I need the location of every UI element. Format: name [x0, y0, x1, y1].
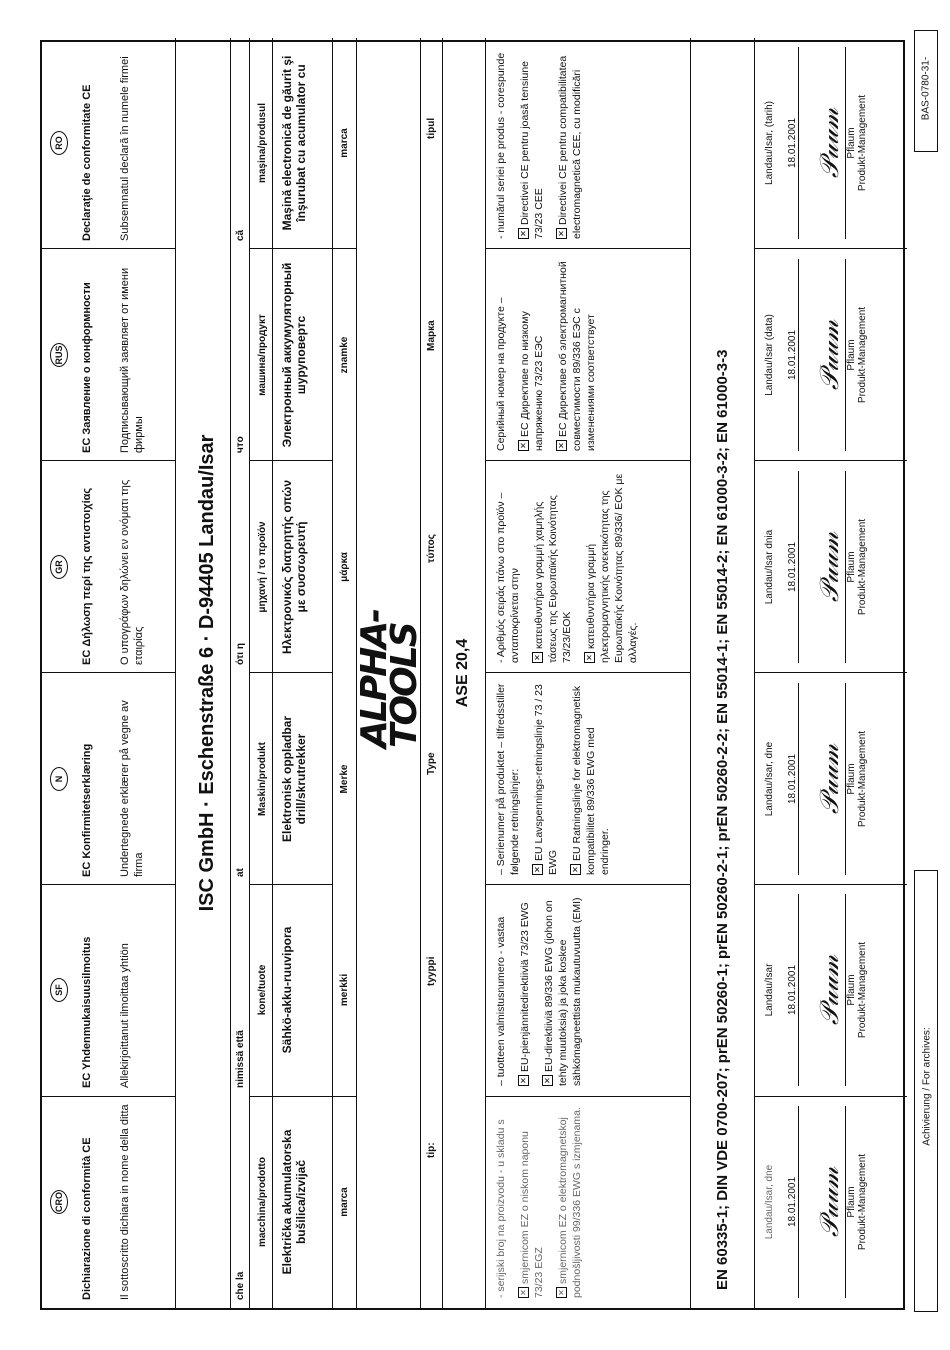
product-name: Električka akumulatorska bušilica/izvijač [280, 1129, 308, 1275]
language-badge: CRO [50, 1190, 68, 1214]
language-badge: SF [50, 978, 68, 1002]
declaration-title: Declaraţie de conformitate CE [81, 84, 93, 241]
language-column [42, 249, 907, 461]
language-column [42, 1096, 907, 1308]
machine-label: kone/tuote [257, 964, 268, 1016]
serial-statement: - Αριθμός σειράς πάνω στο προϊόν – ανταποκρίνεται στην [495, 492, 521, 663]
language-badge: N [50, 767, 68, 791]
signer-name: Pflaum [846, 763, 857, 795]
product-model: ASE 20,4 [454, 638, 471, 708]
signer-department: Produkt-Management [857, 1153, 868, 1251]
date-underline [798, 683, 799, 875]
directive-list [494, 47, 594, 239]
language-badge: GR [50, 555, 68, 579]
declaration-intro: Ο υπογράφων δηλώνει εν ονόματι της εταιρίας [119, 479, 145, 665]
signature-date: 18.01.2001 [787, 753, 798, 805]
declaration-intro: Подписывающий заявляет от имени фирмы [119, 267, 145, 453]
directive-low-voltage: ✕EU Lavspennings-retningslinje 73 / 23 EWG [533, 684, 559, 875]
product-name: Электронный аккумуляторный шуруповертс [280, 262, 308, 448]
signer-name: Pflaum [846, 1186, 857, 1218]
serial-statement: - serijski broj na proizvodu - u skladu s [495, 1119, 507, 1298]
type-label: tipul [426, 117, 437, 139]
place-label: Landau/Isar, dne [764, 741, 775, 817]
place-label: Landau/Isar (data) [764, 314, 775, 396]
machine-label: macchina/prodotto [257, 1157, 268, 1248]
archive-label: Achivierung / For archives: [921, 1027, 933, 1146]
directive-low-voltage: ✕smjernicom EZ o niskom naponu 73/23 EGZ [519, 1131, 545, 1298]
directive-emc: ✕smjernicom EZ o elektromagnetskoj podnošljivosti 99/336 EWG s izmjenama. [557, 1107, 583, 1298]
checkbox-icon: ✕ [518, 228, 529, 239]
brand-label: marca [339, 1187, 350, 1217]
signature-block [764, 461, 868, 673]
product-name: Elektronisk oppladbar drill/skrutrekker [280, 715, 308, 843]
logo-line-2: TOOLS [384, 623, 425, 748]
declaration-intro: Undertegnede erklærer på vegne av firma [119, 700, 145, 877]
declaration-page [40, 40, 905, 1310]
directive-low-voltage: ✕Directivei CE pentru joasă tensiune 73/23 CEE [519, 60, 545, 239]
language-column [42, 884, 907, 1096]
signer-department: Produkt-Management [857, 941, 868, 1039]
checkbox-icon: ✕ [570, 864, 581, 875]
checkbox-icon: ✕ [518, 1287, 529, 1298]
signature-block [764, 884, 868, 1096]
that-label: at [235, 868, 246, 877]
place-label: Landau/Isar, dne [764, 1164, 775, 1240]
directive-emc: ✕κατευθυντήρια γραμμή ηλεκτρομαγνητικής ανεκτικότητας της Ευρωπαϊκής Κοινότητας 89/336/ ΕΟΚ με αλλαγές. [585, 473, 639, 663]
machine-label: μηχανή / το προϊόν [257, 521, 268, 613]
archive-label-box [914, 870, 938, 1312]
directive-low-voltage: ✕ЕС Директиве по низкому напряжению 73/23 ЕЭС [519, 311, 545, 451]
place-label: Landau/Isar [764, 963, 775, 1017]
signer-department: Produkt-Management [857, 730, 868, 828]
checkbox-icon: ✕ [556, 440, 567, 451]
machine-label: машина/продукт [257, 314, 268, 396]
machine-label: Maskin/produkt [257, 742, 268, 816]
standards-list: EN 60335-1; DIN VDE 0700-207; prEN 50260-1; prEN 50260-2-1; prEN 50260-2-2; EN 55014-1; EN 55014-2; EN 61000-3-2; EN 61000-3-3 [714, 349, 731, 1290]
language-badge: RO [50, 131, 68, 155]
directive-list [494, 894, 594, 1086]
signature-icon: 𝒫𝓊𝓊𝓂 [815, 319, 845, 391]
serial-statement: – tuotteen valmistusnumero - vastaa [495, 916, 507, 1086]
signer-name: Pflaum [846, 339, 857, 371]
directive-list [494, 1106, 594, 1298]
machine-label: maşina/produsul [257, 103, 268, 184]
signature-block [764, 249, 868, 461]
signature-block [764, 1096, 868, 1308]
signature-date: 18.01.2001 [787, 1176, 798, 1228]
logo-line-1: ALPHA- [354, 609, 395, 748]
that-label: что [235, 436, 246, 453]
declaration-title: EC Yhdenmukaisuusilmoitus [81, 936, 93, 1088]
signature-date: 18.01.2001 [787, 117, 798, 169]
directive-emc: ✕ЕС Директиве об электромагнитной совместимости 89/336 ЕЭС с изменениями соответствует [557, 261, 597, 451]
date-underline [798, 1106, 799, 1298]
declaration-title: Dichiarazione di conformità CE [81, 1137, 93, 1300]
signer-name: Pflaum [846, 127, 857, 159]
signature-date: 18.01.2001 [787, 541, 798, 593]
date-underline [798, 259, 799, 451]
checkbox-icon: ✕ [556, 1287, 567, 1298]
archive-code-box [914, 30, 938, 152]
signer-name: Pflaum [846, 551, 857, 583]
date-underline [798, 47, 799, 239]
directive-list [494, 259, 608, 451]
declaration-title: EC Δήλωση περί της αντιστοιχίας [81, 487, 93, 665]
place-label: Landau/Isar, (tarih) [764, 101, 775, 185]
signer-department: Produkt-Management [857, 306, 868, 404]
type-label: tip: [426, 1142, 437, 1158]
signer-department: Produkt-Management [857, 518, 868, 616]
declaration-intro: Allekirjoittanut ilmoittaa yhtiön [119, 943, 131, 1088]
signature-icon: 𝒫𝓊𝓊𝓂 [815, 107, 845, 179]
that-label: ότι η [235, 643, 246, 665]
checkbox-icon: ✕ [518, 440, 529, 451]
signature-date: 18.01.2001 [787, 964, 798, 1016]
directive-list [494, 683, 622, 875]
brand-label: merkki [339, 973, 350, 1007]
signature-icon: 𝒫𝓊𝓊𝓂 [815, 954, 845, 1026]
signature-icon: 𝒫𝓊𝓊𝓂 [815, 1166, 845, 1238]
checkbox-icon: ✕ [556, 228, 567, 239]
checkbox-icon: ✕ [584, 652, 595, 663]
brand-label: znamke [339, 336, 350, 374]
date-underline [798, 894, 799, 1086]
brand-label: marca [339, 128, 350, 158]
type-label: Марка [426, 320, 437, 351]
brand-label: μάρκα [339, 552, 350, 582]
product-name: Sähkö-akku-ruuvipora [280, 926, 294, 1054]
language-column [42, 461, 907, 673]
declaration-intro: Il sottoscritto dichiara in nome della ditta [119, 1104, 131, 1300]
checkbox-icon: ✕ [532, 652, 543, 663]
declaration-title: EC Заявление о конформности [81, 282, 93, 453]
checkbox-icon: ✕ [532, 864, 543, 875]
archive-code: BAS-0780-31- [920, 56, 932, 121]
language-column [42, 37, 907, 249]
directive-low-voltage: ✕EU-pienjännitedirektiiviä 73/23 EWG [518, 894, 532, 1086]
declaration-intro: Subsemnatul declară în numele firmei [119, 56, 131, 241]
checkbox-icon: ✕ [518, 1075, 529, 1086]
signature-block [764, 37, 868, 249]
type-label: τύπος [426, 534, 437, 563]
directive-emc: ✕Directivei CE pentru compatibilitatea electromagnetică CEE, cu modificări [557, 55, 583, 239]
date-underline [798, 471, 799, 663]
brand-label: Merke [339, 764, 350, 794]
directive-list [494, 471, 650, 663]
serial-statement: - numărul seriei pe produs - corespunde [495, 52, 507, 239]
that-label: că [235, 229, 246, 241]
type-label: Type [426, 752, 437, 775]
signature-icon: 𝒫𝓊𝓊𝓂 [815, 743, 845, 815]
place-label: Landau/Isar dnia [764, 529, 775, 605]
serial-statement: Серийный номер на продукте – [495, 297, 507, 451]
serial-statement: – Serienumer på produktet – tilfredsstiller følgende retningslinjer: [495, 683, 521, 875]
checkbox-icon: ✕ [542, 1075, 553, 1086]
product-name: Maşină electronică de găurit şi înşurubat cu acumulator cu [280, 55, 308, 231]
language-column [42, 673, 907, 885]
directive-emc: ✕EU-direktiiviä 89/336 EWG (johon on tehty muutoksia) ja joka koskee sähkömagneettista mukautuvuutta (EMI) [543, 897, 583, 1086]
that-label: nimissä että [235, 1030, 246, 1088]
type-label: tyyppi [426, 956, 437, 986]
signature-date: 18.01.2001 [787, 329, 798, 381]
signature-block [764, 673, 868, 885]
declaration-title: EC Konfirmitetserklæring [81, 743, 93, 877]
company-header: ISC GmbH · Eschenstraße 6 · D-94405 Landau/Isar [196, 434, 218, 912]
directive-low-voltage: ✕κατευθυντήρια γραμμή χαμηλής τάσεως της Ευρωπαϊκής Κοινότητας 73/23/ΕΟΚ [533, 495, 573, 663]
that-label: che la [235, 1271, 246, 1300]
signer-name: Pflaum [846, 974, 857, 1006]
directive-emc: ✕EU Ratningslinje for elektromagnetisk kompatibilitet 89/336 EWG med endringer. [571, 685, 611, 875]
language-badge: RUS [50, 343, 68, 367]
product-name: Ηλεκτρονικός διατρητής οπών με συσσωρευτή [280, 479, 308, 655]
signature-icon: 𝒫𝓊𝓊𝓂 [815, 531, 845, 603]
signer-department: Produkt-Management [857, 94, 868, 192]
